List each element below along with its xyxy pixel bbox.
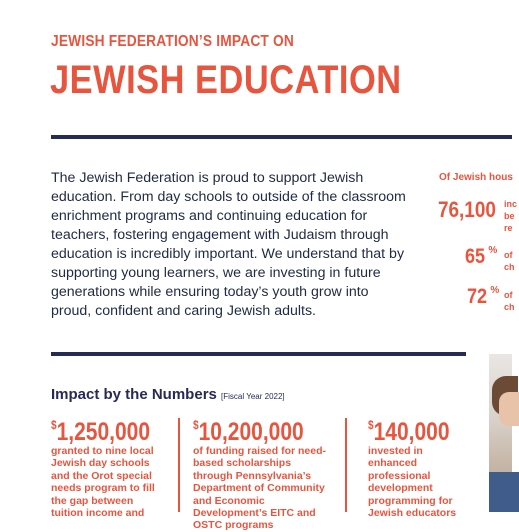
stat-desc-line: be <box>504 211 515 221</box>
photo-face <box>499 392 519 426</box>
amount-value: 140,000 <box>373 418 450 446</box>
amount-value: 10,200,000 <box>198 418 304 446</box>
household-stat-percent-2 <box>467 285 515 312</box>
top-divider <box>51 135 512 139</box>
impact-description: of funding raised for need-based scholarships through Pennsylvania’s Department of Community and Economic Development’s EITC and OSTC programs <box>193 445 326 532</box>
student-photo <box>489 354 512 512</box>
currency-symbol: $ <box>368 418 374 432</box>
currency-symbol: $ <box>193 418 199 432</box>
stat-desc-line: inc <box>504 199 518 209</box>
middle-divider <box>51 352 466 356</box>
column-divider <box>178 418 180 512</box>
section-kicker: JEWISH FEDERATION’S IMPACT ON <box>51 33 295 50</box>
impact-heading <box>51 386 285 403</box>
impact-item-scholarships <box>193 418 328 532</box>
impact-description: invested in enhanced professional development programming for Jewish educators <box>368 445 457 520</box>
stat-description <box>504 198 517 234</box>
impact-description: granted to nine local Jewish day schools and the Orot special needs program to fill the gap between tuition income and <box>51 445 155 520</box>
stat-desc-line: re <box>504 223 513 233</box>
households-title: Of Jewish hous <box>439 172 513 183</box>
impact-amount <box>193 418 304 447</box>
currency-symbol: $ <box>51 418 57 432</box>
photo-shirt <box>489 472 519 512</box>
page-title: JEWISH EDUCATION <box>50 58 402 102</box>
stat-description <box>504 289 515 313</box>
stat-desc-line: ch <box>504 302 515 312</box>
stat-desc-line: of <box>504 290 513 300</box>
impact-item-day-schools <box>51 418 161 519</box>
stat-desc-line: of <box>504 250 513 260</box>
stat-unit: % <box>488 245 498 256</box>
household-stat-count <box>438 197 518 233</box>
impact-amount <box>51 418 150 447</box>
stat-description <box>504 249 515 273</box>
stat-desc-line: ch <box>504 262 515 272</box>
household-stat-percent-1 <box>465 245 515 272</box>
intro-paragraph: The Jewish Federation is proud to support Jewish education. From day schools to outside of the classroom enrichment programs and continuing education for teachers, fostering engagement with Judaism through education is incredibly important. We understand that by supporting young learners, we are investing in future generations while ensuring today’s youth grow into proud, confident and caring Jewish adults. <box>51 170 406 319</box>
impact-amount <box>368 418 450 447</box>
stat-value: 65 <box>465 245 486 268</box>
stat-unit: % <box>490 285 500 296</box>
amount-value: 1,250,000 <box>56 418 151 446</box>
stat-value: 76,100 <box>438 197 496 222</box>
stat-value: 72 <box>467 285 488 308</box>
impact-subtitle: [Fiscal Year 2022] <box>221 392 285 401</box>
impact-title: Impact by the Numbers <box>51 386 217 403</box>
impact-item-professional-development <box>368 418 463 519</box>
column-divider <box>345 418 347 512</box>
